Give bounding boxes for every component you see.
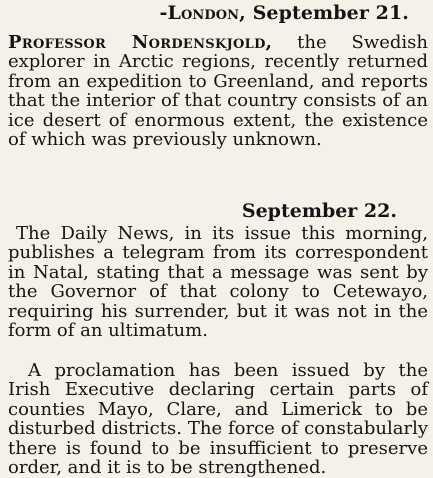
dateline-september-22: September 22.: [241, 200, 397, 222]
dateline-date: September 21.: [252, 2, 409, 24]
dateline-september-21: -London, September 21.: [159, 2, 409, 24]
paragraph1-lead: Professor Nordenskjold,: [8, 32, 273, 53]
paragraph-daily-news: [8, 224, 428, 340]
paragraph2-body: The Daily News, in its issue this morning, publishes a telegram from its correspondent in Natal, stating that a message was sent by the Governor of that colony to Cetewayo, requiring his surrender, but it was not in the form of an ultimatum.: [8, 223, 428, 342]
paragraph-proclamation: [8, 361, 428, 477]
paragraph3-body: A proclamation has been issued by the Irish Executive declaring certain parts of counties Mayo, Clare, and Limerick to be disturbed districts. The force of constabularly there is found to be insufficient to preserve order, and it is to be strengthened.: [8, 360, 428, 478]
paragraph1-body: the Swedish explorer in Arctic regions, recently returned from an expedition to Greenland, and reports that the interior of that country consists of an ice desert of enormous extent, the existence of which was previously unknown.: [8, 32, 429, 151]
paragraph-nordenskjold: [8, 33, 428, 149]
dateline-place: London,: [167, 2, 246, 24]
